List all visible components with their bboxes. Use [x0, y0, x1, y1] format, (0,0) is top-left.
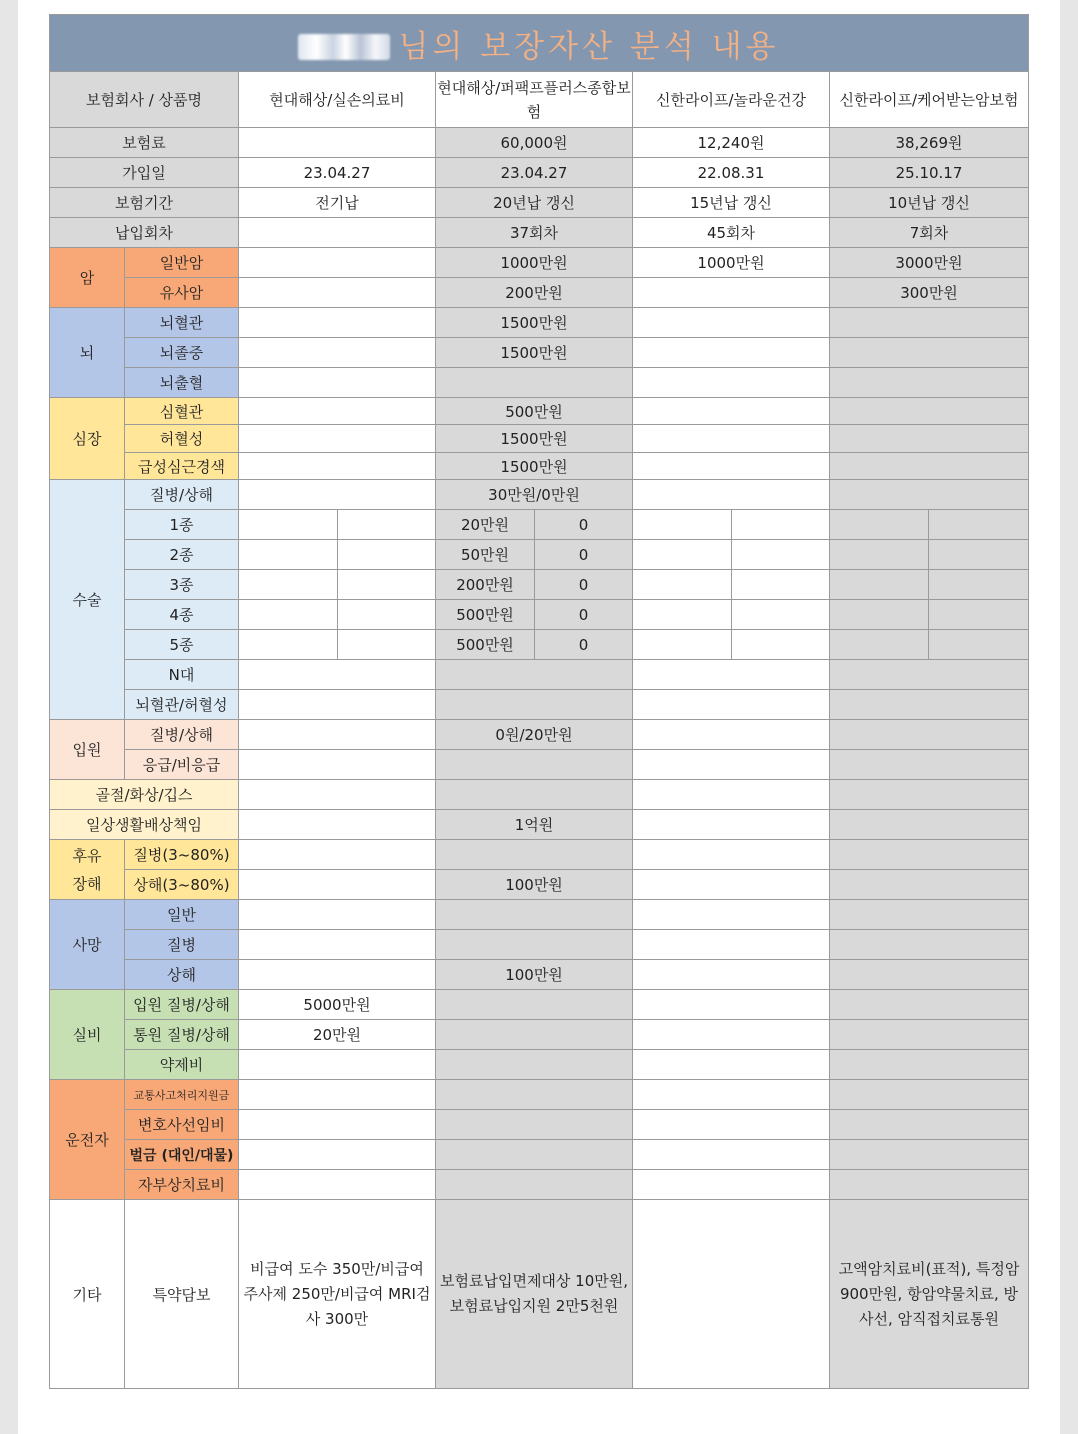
fracture-row: [50, 780, 1029, 810]
cell-value: [633, 810, 830, 840]
title-row: [50, 15, 1029, 72]
row-label: 질병: [125, 930, 239, 960]
premium-row: [50, 128, 1029, 158]
cell-value: 1500만원: [436, 338, 633, 368]
cell-value: [830, 1050, 1029, 1080]
driver-row: [50, 1080, 1029, 1110]
cell-value: 0: [535, 570, 633, 600]
row-label: 통원 질병/상해: [125, 1020, 239, 1050]
cell-value: [633, 1110, 830, 1140]
cell-value: 0원/20만원: [436, 720, 633, 750]
cell-value: [239, 1110, 436, 1140]
cell-value: [633, 780, 830, 810]
row-label: 뇌졸중: [125, 338, 239, 368]
cell-value: [239, 570, 338, 600]
join-date-row: [50, 158, 1029, 188]
actual-row: [50, 1020, 1029, 1050]
cell-value: [633, 570, 732, 600]
cell-value: [830, 1020, 1029, 1050]
other-row: [50, 1200, 1029, 1389]
cell-value: 100만원: [436, 870, 633, 900]
category-cancer: 암: [50, 248, 125, 308]
cell-value: [633, 278, 830, 308]
cell-value: [239, 870, 436, 900]
cell-value: [633, 750, 830, 780]
surgery-row: [50, 480, 1029, 510]
cell-value: [633, 1170, 830, 1200]
cell-value: [338, 600, 436, 630]
cell-value: [732, 600, 830, 630]
cell-value: [436, 840, 633, 870]
cell-value: 20만원: [436, 510, 535, 540]
cell-value: [436, 1020, 633, 1050]
cell-value: [830, 960, 1029, 990]
cell-value: 0: [535, 540, 633, 570]
cell-value: [436, 1080, 633, 1110]
cell-value: [633, 660, 830, 690]
row-label: 4종: [125, 600, 239, 630]
row-label: 질병/상해: [125, 480, 239, 510]
category-heart: 심장: [50, 398, 125, 480]
row-label: 질병(3~80%): [125, 840, 239, 870]
brain-row: [50, 368, 1029, 398]
row-label: 응급/비응급: [125, 750, 239, 780]
cell-value: [633, 1140, 830, 1170]
surgery-grade-row: [50, 510, 1029, 540]
cell-value: [239, 690, 436, 720]
row-label: 유사암: [125, 278, 239, 308]
actual-row: [50, 1050, 1029, 1080]
cell-value: 0: [535, 600, 633, 630]
cell-value: [239, 308, 436, 338]
row-label: 5종: [125, 630, 239, 660]
row-label: 골절/화상/깁스: [50, 780, 239, 810]
cell-value: [239, 248, 436, 278]
cell-value: 7회차: [830, 218, 1029, 248]
cell-value: [830, 1170, 1029, 1200]
row-label: 납입회차: [50, 218, 239, 248]
cell-value: [633, 453, 830, 480]
category-disability: 후유장해: [50, 840, 125, 900]
cell-value: [830, 870, 1029, 900]
page-title: 님의 보장자산 분석 내용: [50, 15, 1029, 72]
cell-value: [830, 690, 1029, 720]
row-label: 보험료: [50, 128, 239, 158]
cell-value: [830, 990, 1029, 1020]
cell-value: 23.04.27: [436, 158, 633, 188]
cell-value: [830, 840, 1029, 870]
surgery-grade-row: [50, 540, 1029, 570]
cell-value: 45회차: [633, 218, 830, 248]
cell-value: [633, 480, 830, 510]
cell-value: [830, 900, 1029, 930]
cell-value: [239, 1080, 436, 1110]
driver-row: [50, 1110, 1029, 1140]
row-label: 일반암: [125, 248, 239, 278]
product-name: 현대해상/퍼팩프플러스종합보험: [436, 72, 633, 128]
cell-value: [732, 570, 830, 600]
product-name: 신한라이프/케어받는암보험: [830, 72, 1029, 128]
row-label: 특약담보: [125, 1200, 239, 1389]
surgery-row: [50, 660, 1029, 690]
cell-value: [633, 690, 830, 720]
redacted-name: [298, 34, 390, 60]
cell-value: 12,240원: [633, 128, 830, 158]
cell-value: [436, 750, 633, 780]
cell-value: [239, 900, 436, 930]
cell-value: 100만원: [436, 960, 633, 990]
product-name: 현대해상/실손의료비: [239, 72, 436, 128]
cell-value: [239, 960, 436, 990]
cell-value: 0: [535, 510, 633, 540]
cell-value: [633, 840, 830, 870]
cell-value: 500만원: [436, 398, 633, 425]
cell-value: 1000만원: [633, 248, 830, 278]
cell-value: [239, 840, 436, 870]
cell-value: [436, 368, 633, 398]
cell-value: [830, 480, 1029, 510]
cell-value: [239, 453, 436, 480]
cell-value: [436, 900, 633, 930]
cell-value: 0: [535, 630, 633, 660]
actual-row: [50, 990, 1029, 1020]
cell-value: [436, 660, 633, 690]
row-label: 자부상치료비: [125, 1170, 239, 1200]
cell-value: [929, 630, 1029, 660]
death-row: [50, 930, 1029, 960]
surgery-grade-row: [50, 570, 1029, 600]
cell-value: [633, 510, 732, 540]
cell-value: [338, 510, 436, 540]
cell-value: 10년납 갱신: [830, 188, 1029, 218]
cell-value: [830, 780, 1029, 810]
cell-value: [830, 398, 1029, 425]
cell-value: [633, 1050, 830, 1080]
cell-value: 37회차: [436, 218, 633, 248]
category-death: 사망: [50, 900, 125, 990]
surgery-grade-row: [50, 630, 1029, 660]
row-label: 2종: [125, 540, 239, 570]
row-label: 일상생활배상책임: [50, 810, 239, 840]
death-row: [50, 900, 1029, 930]
cell-value: 고액암치료비(표적), 특정암 900만원, 항암약물치료, 방사선, 암직접치료통원: [830, 1200, 1029, 1389]
cell-value: [239, 1050, 436, 1080]
cell-value: 30만원/0만원: [436, 480, 633, 510]
cell-value: [239, 1170, 436, 1200]
cell-value: [830, 453, 1029, 480]
cell-value: 300만원: [830, 278, 1029, 308]
header-label: 보험회사 / 상품명: [50, 72, 239, 128]
cell-value: 1500만원: [436, 453, 633, 480]
cell-value: [239, 600, 338, 630]
cell-value: [830, 338, 1029, 368]
cell-value: [338, 540, 436, 570]
cell-value: [830, 510, 929, 540]
row-label: 허혈성: [125, 425, 239, 453]
heart-row: [50, 453, 1029, 480]
cell-value: 5000만원: [239, 990, 436, 1020]
cell-value: [239, 510, 338, 540]
cell-value: [239, 425, 436, 453]
cell-value: [239, 480, 436, 510]
disability-row: [50, 870, 1029, 900]
surgery-row: [50, 690, 1029, 720]
cancer-row: [50, 278, 1029, 308]
cell-value: [338, 570, 436, 600]
cell-value: [338, 630, 436, 660]
category-surgery: 수술: [50, 480, 125, 720]
cell-value: 25.10.17: [830, 158, 1029, 188]
cell-value: [239, 660, 436, 690]
cell-value: [732, 510, 830, 540]
cell-value: [633, 960, 830, 990]
cell-value: [830, 540, 929, 570]
cell-value: [436, 990, 633, 1020]
cell-value: [633, 720, 830, 750]
category-hospital: 입원: [50, 720, 125, 780]
cell-value: [633, 540, 732, 570]
cell-value: [830, 930, 1029, 960]
cell-value: 1억원: [436, 810, 633, 840]
cell-value: 1500만원: [436, 425, 633, 453]
product-name: 신한라이프/놀라운건강: [633, 72, 830, 128]
cell-value: [239, 218, 436, 248]
cell-value: [929, 570, 1029, 600]
cell-value: [436, 1170, 633, 1200]
cell-value: [239, 368, 436, 398]
death-row: [50, 960, 1029, 990]
cell-value: 50만원: [436, 540, 535, 570]
category-driver: 운전자: [50, 1080, 125, 1200]
cell-value: 200만원: [436, 570, 535, 600]
heart-row: [50, 425, 1029, 453]
period-row: [50, 188, 1029, 218]
payment-count-row: [50, 218, 1029, 248]
coverage-analysis-table: [49, 14, 1029, 1389]
cell-value: 60,000원: [436, 128, 633, 158]
row-label: 교통사고처리지원금: [125, 1080, 239, 1110]
cell-value: [436, 1110, 633, 1140]
cell-value: [633, 870, 830, 900]
cell-value: [239, 750, 436, 780]
brain-row: [50, 308, 1029, 338]
cell-value: [732, 540, 830, 570]
cell-value: [830, 630, 929, 660]
cell-value: [436, 1050, 633, 1080]
cell-value: [633, 1200, 830, 1389]
cell-value: [830, 1110, 1029, 1140]
cell-value: [239, 128, 436, 158]
row-label: 질병/상해: [125, 720, 239, 750]
cell-value: [239, 1140, 436, 1170]
cell-value: [436, 780, 633, 810]
cell-value: 20년납 갱신: [436, 188, 633, 218]
cell-value: 비급여 도수 350만/비급여 주사제 250만/비급여 MRI검사 300만: [239, 1200, 436, 1389]
cell-value: [830, 425, 1029, 453]
cancer-row: [50, 248, 1029, 278]
cell-value: [929, 510, 1029, 540]
cell-value: [830, 368, 1029, 398]
cell-value: [830, 1080, 1029, 1110]
cell-value: 1000만원: [436, 248, 633, 278]
cell-value: [830, 810, 1029, 840]
hospital-row: [50, 720, 1029, 750]
header-row: [50, 72, 1029, 128]
row-label: 입원 질병/상해: [125, 990, 239, 1020]
row-label: 상해(3~80%): [125, 870, 239, 900]
cell-value: [732, 630, 830, 660]
disability-row: [50, 840, 1029, 870]
cell-value: [830, 600, 929, 630]
driver-row: [50, 1140, 1029, 1170]
row-label: 뇌출혈: [125, 368, 239, 398]
cell-value: [633, 308, 830, 338]
cell-value: [929, 540, 1029, 570]
cell-value: [633, 1080, 830, 1110]
cell-value: [633, 425, 830, 453]
row-label: N대: [125, 660, 239, 690]
cell-value: [830, 1140, 1029, 1170]
cell-value: [633, 368, 830, 398]
cell-value: [436, 930, 633, 960]
cell-value: 3000만원: [830, 248, 1029, 278]
cell-value: [239, 930, 436, 960]
cell-value: 500만원: [436, 630, 535, 660]
cell-value: [830, 720, 1029, 750]
cell-value: 200만원: [436, 278, 633, 308]
cell-value: 보험료납입면제대상 10만원, 보험료납입지원 2만5천원: [436, 1200, 633, 1389]
cell-value: [633, 900, 830, 930]
cell-value: [633, 930, 830, 960]
row-label: 상해: [125, 960, 239, 990]
cell-value: [239, 338, 436, 368]
row-label: 약제비: [125, 1050, 239, 1080]
cell-value: [830, 750, 1029, 780]
row-label: 급성심근경색: [125, 453, 239, 480]
cell-value: [830, 308, 1029, 338]
row-label: 가입일: [50, 158, 239, 188]
row-label: 일반: [125, 900, 239, 930]
cell-value: [633, 1020, 830, 1050]
row-label: 뇌혈관: [125, 308, 239, 338]
cell-value: 500만원: [436, 600, 535, 630]
row-label: 1종: [125, 510, 239, 540]
heart-row: [50, 398, 1029, 425]
cell-value: [239, 398, 436, 425]
cell-value: [436, 690, 633, 720]
category-other: 기타: [50, 1200, 125, 1389]
row-label: 심혈관: [125, 398, 239, 425]
driver-row: [50, 1170, 1029, 1200]
cell-value: [633, 398, 830, 425]
liability-row: [50, 810, 1029, 840]
hospital-row: [50, 750, 1029, 780]
cell-value: 23.04.27: [239, 158, 436, 188]
cell-value: [830, 660, 1029, 690]
cell-value: [239, 278, 436, 308]
row-label: 3종: [125, 570, 239, 600]
cell-value: [239, 810, 436, 840]
row-label: 뇌혈관/허혈성: [125, 690, 239, 720]
surgery-grade-row: [50, 600, 1029, 630]
cell-value: 15년납 갱신: [633, 188, 830, 218]
cell-value: 38,269원: [830, 128, 1029, 158]
category-brain: 뇌: [50, 308, 125, 398]
cell-value: [633, 600, 732, 630]
cell-value: [929, 600, 1029, 630]
cell-value: [633, 990, 830, 1020]
cell-value: 22.08.31: [633, 158, 830, 188]
cell-value: [239, 780, 436, 810]
cell-value: [239, 540, 338, 570]
cell-value: 전기납: [239, 188, 436, 218]
row-label: 보험기간: [50, 188, 239, 218]
cell-value: [633, 630, 732, 660]
row-label: 벌금 (대인/대물): [125, 1140, 239, 1170]
category-actual: 실비: [50, 990, 125, 1080]
cell-value: 1500만원: [436, 308, 633, 338]
cell-value: [830, 570, 929, 600]
cell-value: 20만원: [239, 1020, 436, 1050]
cell-value: [633, 338, 830, 368]
cell-value: [436, 1140, 633, 1170]
brain-row: [50, 338, 1029, 368]
cell-value: [239, 720, 436, 750]
cell-value: [239, 630, 338, 660]
row-label: 변호사선임비: [125, 1110, 239, 1140]
